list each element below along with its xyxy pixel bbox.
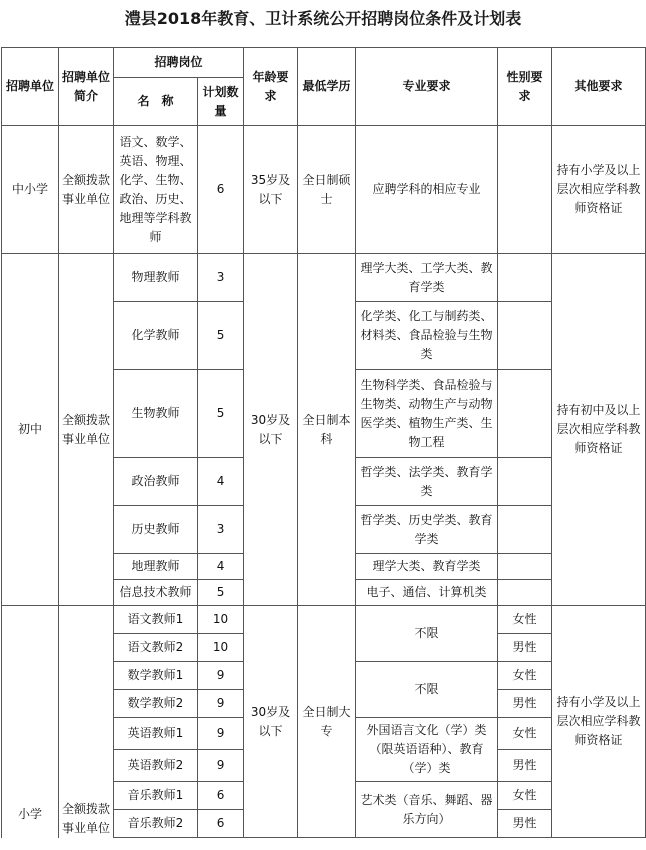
header-age: 年龄要求 <box>244 48 298 126</box>
table-row <box>2 606 646 634</box>
major-cell: 化学类、化工与制药类、材料类、食品检验与生物类 <box>356 302 498 370</box>
edu-cell: 全日制硕士 <box>298 126 356 254</box>
major-cell: 外国语言文化（学）类（限英语语种）、教育（学）类 <box>356 718 498 782</box>
gender-cell: 女性 <box>498 662 552 690</box>
age-cell: 35岁及以下 <box>244 126 298 254</box>
post-name-cell: 数学教师1 <box>114 662 198 690</box>
header-unit: 招聘单位 <box>2 48 59 126</box>
header-count: 计划数量 <box>198 78 244 126</box>
other-cell: 持有初中及以上层次相应学科教师资格证 <box>552 254 646 606</box>
gender-cell: 男性 <box>498 750 552 782</box>
post-name-cell: 物理教师 <box>114 254 198 302</box>
post-name-cell: 语文教师1 <box>114 606 198 634</box>
gender-cell <box>498 580 552 606</box>
header-name: 名 称 <box>114 78 198 126</box>
post-name-cell: 历史教师 <box>114 506 198 554</box>
count-cell: 5 <box>198 302 244 370</box>
gender-cell <box>498 302 552 370</box>
major-cell: 生物科学类、食品检验与生物类、动物生产与动物医学类、植物生产类、生物工程 <box>356 370 498 458</box>
gender-cell: 男性 <box>498 634 552 662</box>
post-name-cell: 英语教师2 <box>114 750 198 782</box>
gender-cell <box>498 254 552 302</box>
post-name-cell: 地理教师 <box>114 554 198 580</box>
gender-cell <box>498 458 552 506</box>
count-cell: 4 <box>198 458 244 506</box>
age-cell: 30岁及以下 <box>244 254 298 606</box>
post-name-cell: 生物教师 <box>114 370 198 458</box>
edu-cell: 全日制大专 <box>298 606 356 838</box>
header-major: 专业要求 <box>356 48 498 126</box>
gender-cell <box>498 506 552 554</box>
gender-cell <box>498 554 552 580</box>
post-name-cell: 语文、数学、英语、物理、化学、生物、政治、历史、地理等学科教师 <box>114 126 198 254</box>
count-cell: 9 <box>198 690 244 718</box>
count-cell: 3 <box>198 254 244 302</box>
page-title: 澧县2018年教育、卫计系统公开招聘岗位条件及计划表 <box>124 9 522 28</box>
post-name-cell: 化学教师 <box>114 302 198 370</box>
count-cell: 9 <box>198 718 244 750</box>
gender-cell: 女性 <box>498 718 552 750</box>
major-cell: 不限 <box>356 606 498 662</box>
count-cell: 6 <box>198 810 244 838</box>
unit-cell: 小学 <box>2 606 59 838</box>
major-cell: 电子、通信、计算机类 <box>356 580 498 606</box>
unit-cell: 中小学 <box>2 126 59 254</box>
header-intro: 招聘单位简介 <box>59 48 114 126</box>
count-cell: 3 <box>198 506 244 554</box>
unit-cell: 初中 <box>2 254 59 606</box>
header-edu: 最低学历 <box>298 48 356 126</box>
count-cell: 6 <box>198 126 244 254</box>
count-cell: 10 <box>198 634 244 662</box>
post-name-cell: 音乐教师2 <box>114 810 198 838</box>
gender-cell: 男性 <box>498 690 552 718</box>
post-name-cell: 英语教师1 <box>114 718 198 750</box>
major-cell: 应聘学科的相应专业 <box>356 126 498 254</box>
count-cell: 4 <box>198 554 244 580</box>
post-name-cell: 信息技术教师 <box>114 580 198 606</box>
major-cell: 理学大类、工学大类、教育学类 <box>356 254 498 302</box>
major-cell: 理学大类、教育学类 <box>356 554 498 580</box>
age-cell: 30岁及以下 <box>244 606 298 838</box>
table-row <box>2 126 646 254</box>
post-name-cell: 政治教师 <box>114 458 198 506</box>
header-other: 其他要求 <box>552 48 646 126</box>
other-cell: 持有小学及以上层次相应学科教师资格证 <box>552 126 646 254</box>
count-cell: 6 <box>198 782 244 810</box>
major-cell: 艺术类（音乐、舞蹈、器乐方向） <box>356 782 498 838</box>
major-cell: 哲学类、法学类、教育学类 <box>356 458 498 506</box>
count-cell: 9 <box>198 750 244 782</box>
major-cell: 哲学类、历史学类、教育学类 <box>356 506 498 554</box>
post-name-cell: 语文教师2 <box>114 634 198 662</box>
edu-cell: 全日制本科 <box>298 254 356 606</box>
header-gender: 性别要求 <box>498 48 552 126</box>
post-name-cell: 音乐教师1 <box>114 782 198 810</box>
gender-cell <box>498 126 552 254</box>
intro-cell: 全额拨款事业单位 <box>59 606 114 838</box>
count-cell: 5 <box>198 370 244 458</box>
gender-cell <box>498 370 552 458</box>
gender-cell: 女性 <box>498 782 552 810</box>
major-cell: 不限 <box>356 662 498 718</box>
recruitment-table <box>1 47 646 838</box>
count-cell: 5 <box>198 580 244 606</box>
table-row <box>2 254 646 302</box>
header-post: 招聘岗位 <box>114 48 244 78</box>
other-cell: 持有小学及以上层次相应学科教师资格证 <box>552 606 646 838</box>
gender-cell: 男性 <box>498 810 552 838</box>
post-name-cell: 数学教师2 <box>114 690 198 718</box>
gender-cell: 女性 <box>498 606 552 634</box>
count-cell: 9 <box>198 662 244 690</box>
count-cell: 10 <box>198 606 244 634</box>
intro-cell: 全额拨款事业单位 <box>59 254 114 606</box>
intro-cell: 全额拨款事业单位 <box>59 126 114 254</box>
